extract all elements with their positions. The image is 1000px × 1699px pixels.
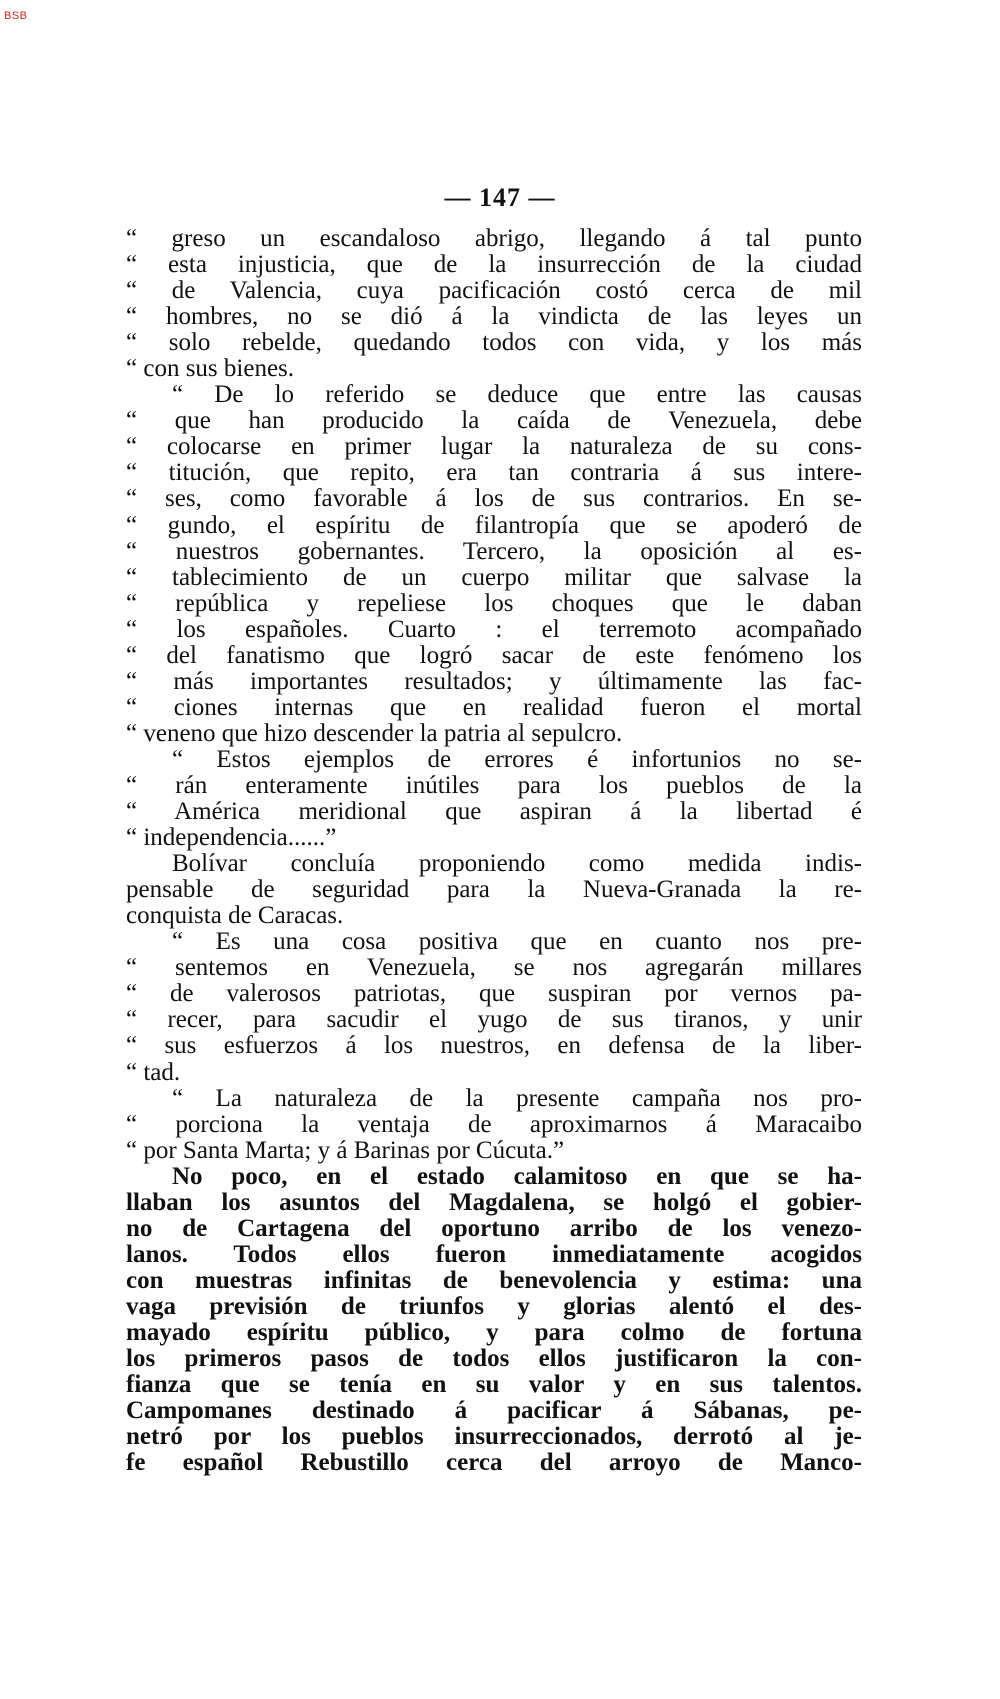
text-line: “ ses, como favorable á los de sus contrarios. En se- (126, 486, 862, 513)
text-line: “ nuestros gobernantes. Tercero, la oposición al es- (126, 538, 862, 565)
text-line: fe español Rebustillo cerca del arroyo de Manco- (126, 1450, 862, 1477)
text-line: netró por los pueblos insurreccionados, derrotó al je- (126, 1424, 862, 1451)
text-line: no de Cartagena del oportuno arribo de los venezo- (126, 1215, 862, 1242)
text-line: “ América meridional que aspiran á la libertad é (126, 799, 862, 826)
text-line: “ recer, para sacudir el yugo de sus tiranos, y unir (126, 1007, 862, 1034)
text-line: “ titución, que repito, era tan contraria á sus intere- (126, 460, 862, 487)
text-line: “ greso un escandaloso abrigo, llegando á tal punto (126, 226, 862, 252)
text-line: “ con sus bienes. (126, 356, 295, 383)
text-line: No poco, en el estado calamitoso en que se ha- (172, 1163, 862, 1190)
text-line: “ porciona la ventaja de aproximarnos á Maracaibo (126, 1111, 862, 1138)
text-line: “ Estos ejemplos de errores é infortunios no se- (172, 746, 862, 773)
page-number: — 147 — (444, 183, 556, 212)
text-line: los primeros pasos de todos ellos justificaron la con- (126, 1346, 862, 1373)
text-line: “ Es una cosa positiva que en cuanto nos pre- (172, 929, 862, 956)
text-line: “ hombres, no se dió á la vindicta de las leyes un (126, 304, 862, 331)
text-line: “ veneno que hizo descender la patria al sepulcro. (126, 720, 623, 747)
text-line: “ La naturaleza de la presente campaña nos pro- (172, 1085, 862, 1112)
text-line: “ del fanatismo que logró sacar de este fenómeno los (126, 642, 862, 669)
text-line: “ solo rebelde, quedando todos con vida, y los más (126, 330, 862, 357)
text-line: con muestras infinitas de benevolencia y estima: una (126, 1267, 862, 1294)
text-line: “ ciones internas que en realidad fueron el mortal (126, 694, 862, 721)
text-line: fianza que se tenía en su valor y en sus talentos. (126, 1372, 862, 1399)
text-line: “ los españoles. Cuarto : el terremoto acompañado (126, 616, 862, 643)
text-line: “ más importantes resultados; y últimamente las fac- (126, 668, 862, 695)
text-line: mayado espíritu público, y para colmo de fortuna (126, 1319, 862, 1346)
text-line: “ de Valencia, cuya pacificación costó cerca de mil (126, 278, 862, 305)
text-line: “ de valerosos patriotas, que suspiran por vernos pa- (126, 981, 862, 1008)
text-line: “ sus esfuerzos á los nuestros, en defensa de la liber- (126, 1033, 862, 1060)
text-line: pensable de seguridad para la Nueva-Granada la re- (126, 877, 862, 904)
text-line: “ independencia......” (126, 825, 337, 852)
text-line: “ tad. (126, 1059, 181, 1086)
text-line: Bolívar concluía proponiendo como medida indis- (172, 851, 862, 878)
text-line: “ sentemos en Venezuela, se nos agregarán millares (126, 955, 862, 982)
text-line: lanos. Todos ellos fueron inmediatamente acogidos (126, 1241, 862, 1268)
text-line: conquista de Caracas. (126, 903, 344, 930)
text-line: “ por Santa Marta; y á Barinas por Cúcuta.” (126, 1137, 565, 1164)
text-line: “ colocarse en primer lugar la naturaleza de su cons- (126, 434, 862, 461)
text-line: “ De lo referido se deduce que entre las causas (172, 382, 862, 409)
body-text (126, 226, 862, 1476)
text-line: “ república y repeliese los choques que le daban (126, 590, 862, 617)
text-line: “ que han producido la caída de Venezuela, debe (126, 408, 862, 435)
text-line: “ tablecimiento de un cuerpo militar que salvase la (126, 564, 862, 591)
text-line: “ gundo, el espíritu de filantropía que se apoderó de (126, 512, 862, 539)
text-line: “ esta injusticia, que de la insurrección de la ciudad (126, 252, 862, 279)
text-line: Campomanes destinado á pacificar á Sábanas, pe- (126, 1398, 862, 1425)
text-line: llaban los asuntos del Magdalena, se holgó el gobier- (126, 1189, 862, 1216)
text-line: “ rán enteramente inútiles para los pueblos de la (126, 772, 862, 799)
library-stamp: BSB (4, 10, 28, 22)
text-line: vaga previsión de triunfos y glorias alentó el des- (126, 1293, 862, 1320)
